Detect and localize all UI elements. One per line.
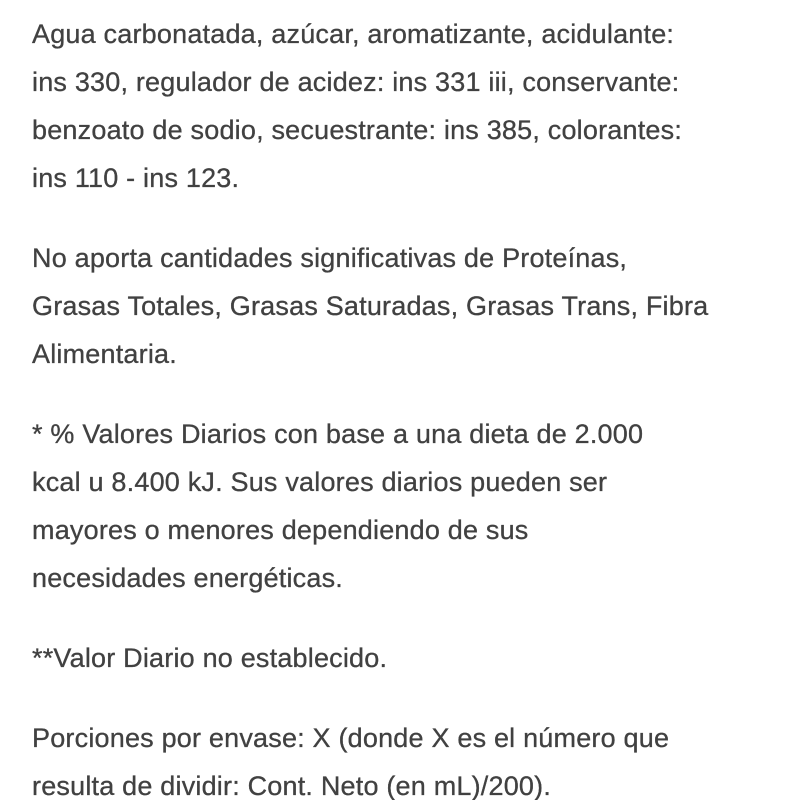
text-line: kcal u 8.400 kJ. Sus valores diarios pueden ser	[32, 467, 608, 497]
paragraph-daily-values-note	[32, 410, 782, 602]
text-line: necesidades energéticas.	[32, 563, 344, 593]
paragraph-ingredients	[32, 10, 782, 202]
text-line: Grasas Totales, Grasas Saturadas, Grasas Trans, Fibra	[32, 291, 709, 321]
text-line: ins 330, regulador de acidez: ins 331 iii, conservante:	[32, 67, 680, 97]
text-line: **Valor Diario no establecido.	[32, 643, 388, 673]
text-line: ins 110 - ins 123.	[32, 163, 240, 193]
text-line: Porciones por envase: X (donde X es el número que	[32, 723, 670, 753]
text-line: No aporta cantidades significativas de Proteínas,	[32, 243, 628, 273]
text-line: Agua carbonatada, azúcar, aromatizante, acidulante:	[32, 19, 675, 49]
paragraph-no-significant-amounts	[32, 234, 782, 378]
text-line: benzoato de sodio, secuestrante: ins 385, colorantes:	[32, 115, 683, 145]
paragraph-servings-per-container	[32, 714, 782, 800]
text-line: resulta de dividir: Cont. Neto (en mL)/200).	[32, 771, 552, 800]
text-line: * % Valores Diarios con base a una dieta de 2.000	[32, 419, 644, 449]
paragraph-daily-value-not-established	[32, 634, 782, 682]
text-line: mayores o menores dependiendo de sus	[32, 515, 529, 545]
text-line: Alimentaria.	[32, 339, 177, 369]
